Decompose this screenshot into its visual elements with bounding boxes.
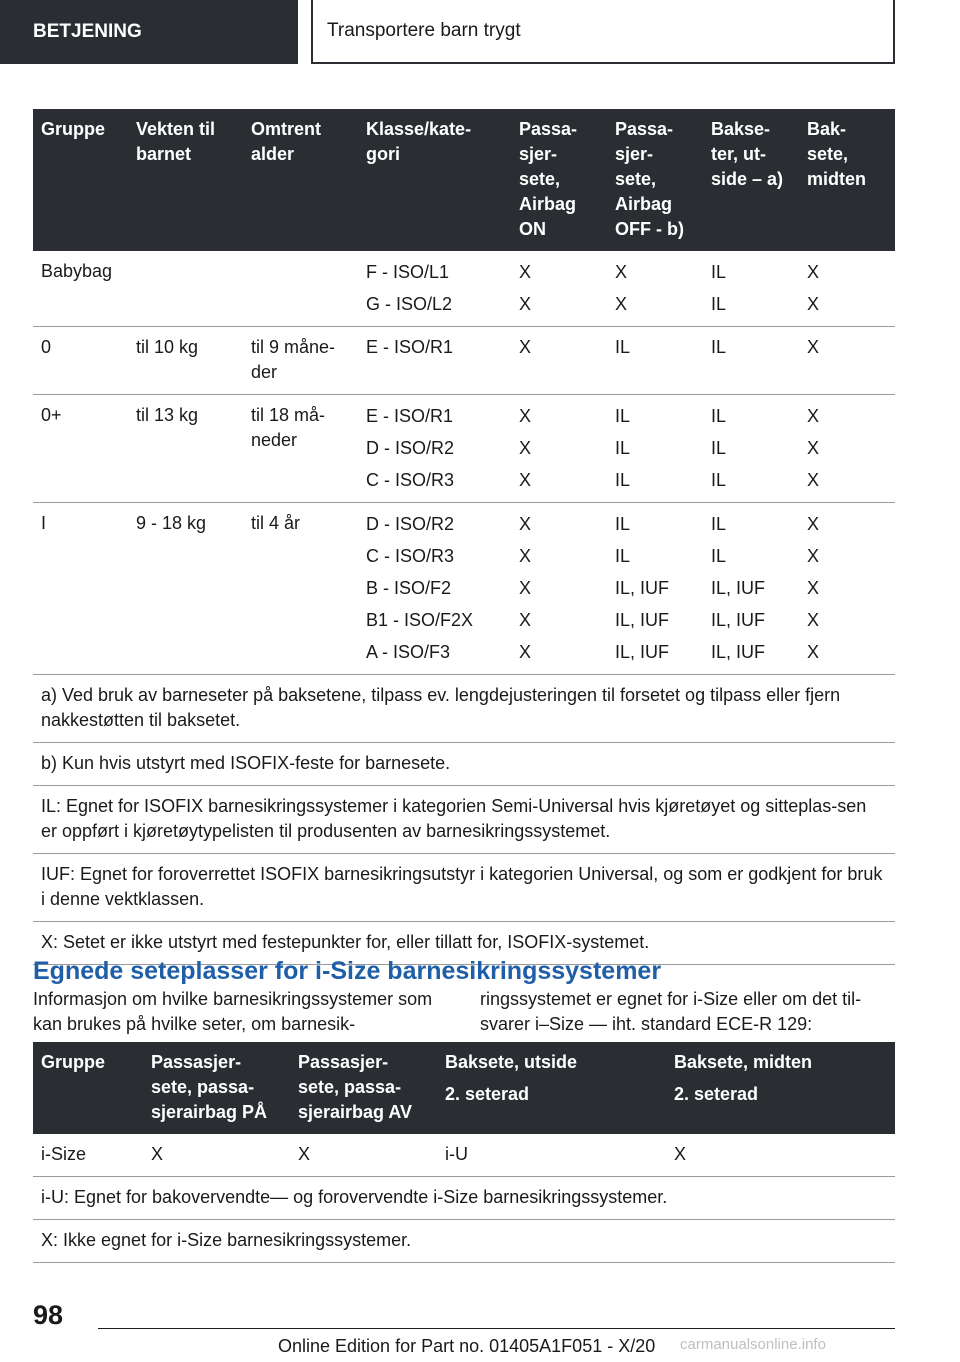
table-row [33,327,895,395]
cell-klasse: F - ISO/L1 G - ISO/L2 [358,251,511,327]
cell-alder: til 18 må- neder [243,395,358,503]
table-header-row [33,1042,895,1134]
column-header: Bak- sete, midten [799,109,895,251]
table-row [33,503,895,675]
cell-klasse: E - ISO/R1 D - ISO/R2 C - ISO/R3 [358,395,511,503]
page-number: 98 [33,1300,64,1330]
table-row [33,251,895,327]
cell-gruppe: 0+ [33,395,128,503]
column-header: Passa- sjer- sete, Airbag OFF - b) [607,109,703,251]
footnote: X: Ikke egnet for i-Size barnesikringssystemer. [33,1220,895,1263]
column-header: Bakse- ter, ut- side – a) [703,109,799,251]
isize-table [33,1042,895,1263]
section-label: BETJENING [33,21,142,42]
footnote: i-U: Egnet for bakovervendte— og forovervendte i-Size barnesikringssystemer. [33,1177,895,1220]
note-row [33,743,895,786]
column-header: Vekten til barnet [128,109,243,251]
footnote: X: Setet er ikke utstyrt med festepunkter for, eller tillatt for, ISOFIX-systemet. [33,922,895,965]
column-header: Passasjer- sete, passa- sjerairbag AV [290,1042,437,1134]
cell-airbag-off: IL IL IL, IUF IL, IUF IL, IUF [607,503,703,675]
edition-text: Online Edition for Part no. 01405A1F051 - X/20 [278,1336,656,1356]
cell-vekt [128,251,243,327]
cell-baksete-midten: X X X X X [799,503,895,675]
footnote: a) Ved bruk av barneseter på baksetene, tilpass ev. lengdejusteringen til forsetet og tilpass eller fjern nakkestøtten til baksetet. [33,675,895,743]
column-header: Klasse/kate- gori [358,109,511,251]
footnote: IL: Egnet for ISOFIX barnesikringssystemer i kategorien Semi-Universal hvis kjøretøyet og sitteplas-sen er oppført i kjøretøytypelisten til produsenten av barnesikringssystemet. [33,786,895,854]
cell-alder [243,251,358,327]
table-header-row [33,109,895,251]
cell-gruppe: I [33,503,128,675]
cell-airbag-off: IL IL IL [607,395,703,503]
note-row [33,675,895,743]
cell-baksete-midten: X X X [799,395,895,503]
column-header: Gruppe [33,1042,143,1134]
cell-alder: til 4 år [243,503,358,675]
note-row [33,786,895,854]
note-row [33,1177,895,1220]
chapter-label: Transportere barn trygt [327,20,521,41]
column-header: Gruppe [33,109,128,251]
cell-vekt: til 10 kg [128,327,243,395]
cell-airbag-on: X X [511,251,607,327]
column-header: Baksete, midten 2. seterad [666,1042,895,1134]
footnote: IUF: Egnet for foroverrettet ISOFIX barnesikringsutstyr i kategorien Universal, og som er godkjent for bruk i denne vektklassen. [33,854,895,922]
intro-paragraph-left: Informasjon om hvilke barnesikringssystemer som kan brukes på hvilke seter, om barnesik- [33,989,433,1034]
cell-gruppe: Babybag [33,251,128,327]
footer-divider [98,1328,895,1329]
table-cell: X [290,1134,437,1177]
table-row [33,1134,895,1177]
column-header: Passa- sjer- sete, Airbag ON [511,109,607,251]
cell-airbag-off: IL [607,327,703,395]
cell-alder: til 9 måne- der [243,327,358,395]
table-cell: X [666,1134,895,1177]
column-header: Baksete, utside 2. seterad [437,1042,666,1134]
cell-baksete-utside: IL IL IL [703,395,799,503]
note-row [33,854,895,922]
cell-baksete-utside: IL IL IL, IUF IL, IUF IL, IUF [703,503,799,675]
column-header: Omtrent alder [243,109,358,251]
section-tab [0,0,298,64]
table-cell: i-U [437,1134,666,1177]
cell-airbag-on: X X X [511,395,607,503]
cell-airbag-on: X X X X X [511,503,607,675]
note-row [33,1220,895,1263]
chapter-tab [311,0,895,64]
cell-klasse: E - ISO/R1 [358,327,511,395]
cell-baksete-midten: X X [799,251,895,327]
cell-klasse: D - ISO/R2 C - ISO/R3 B - ISO/F2 B1 - ISO/F2X A - ISO/F3 [358,503,511,675]
intro-paragraph-right: ringssystemet er egnet for i-Size eller om det til-svarer i–Size — iht. standard ECE-R 129: [480,989,862,1034]
watermark: carmanualsonline.info [680,1336,826,1353]
cell-vekt: til 13 kg [128,395,243,503]
cell-vekt: 9 - 18 kg [128,503,243,675]
isofix-table [33,109,895,965]
cell-airbag-on: X [511,327,607,395]
section-title: Egnede seteplasser for i-Size barnesikringssystemer [33,957,662,985]
table-cell: i-Size [33,1134,143,1177]
cell-baksete-utside: IL [703,327,799,395]
footnote: b) Kun hvis utstyrt med ISOFIX-feste for barnesete. [33,743,895,786]
column-header: Passasjer- sete, passa- sjerairbag PÅ [143,1042,290,1134]
cell-baksete-utside: IL IL [703,251,799,327]
cell-airbag-off: X X [607,251,703,327]
table-row [33,395,895,503]
table-cell: X [143,1134,290,1177]
cell-baksete-midten: X [799,327,895,395]
cell-gruppe: 0 [33,327,128,395]
